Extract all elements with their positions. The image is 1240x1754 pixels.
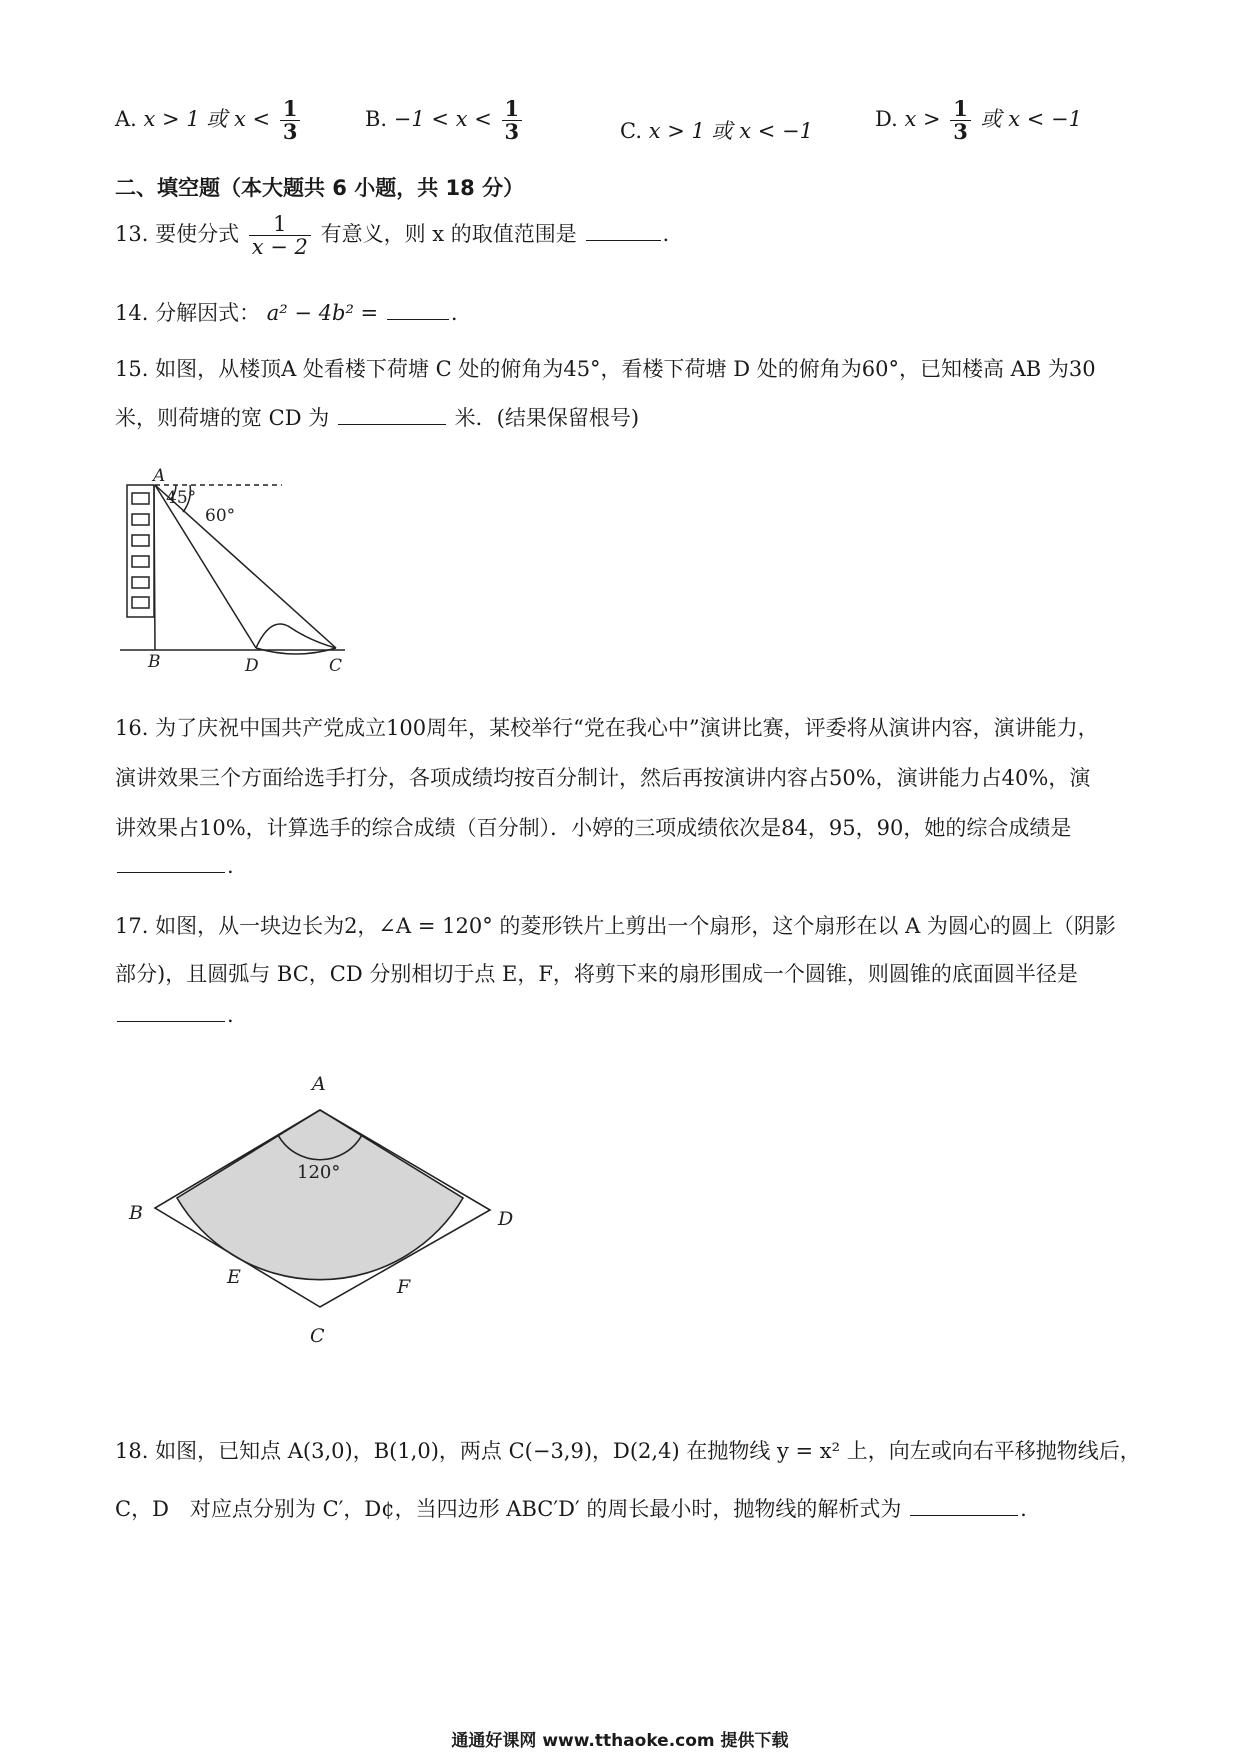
answer-blank[interactable] <box>387 318 449 320</box>
answer-blank[interactable] <box>586 239 661 241</box>
fraction-denominator: 3 <box>953 119 968 145</box>
q13-end: . <box>662 222 670 247</box>
option-d-letter: D. <box>875 107 898 132</box>
option-d <box>875 98 1082 143</box>
q18-line2-pre: C，D 对应点分别为 C′，D¢，当四边形 ABC′D′ 的周长最小时，抛物线的解析式为 <box>115 1497 902 1521</box>
label-d: D <box>245 656 259 676</box>
page-footer: 通通好课网 www.tthaoke.com 提供下载 <box>451 1731 789 1751</box>
question-16-line-3: 讲效果占10%，计算选手的综合成绩（百分制）．小婷的三项成绩依次是84，95，90，她的综合成绩是 <box>115 816 1072 840</box>
q14-expression: a² − 4b² = <box>266 301 379 325</box>
question-14 <box>115 297 458 327</box>
option-b <box>365 98 525 143</box>
question-17-line-3 <box>115 1003 234 1027</box>
option-d-pre: x > <box>904 107 941 132</box>
q15-line2-post: 米．(结果保留根号) <box>454 406 640 430</box>
option-d-fraction <box>950 98 971 143</box>
answer-blank[interactable] <box>117 871 225 873</box>
label-a: A <box>153 466 166 486</box>
label-b: B <box>148 652 161 672</box>
fraction-denominator: 3 <box>282 119 298 145</box>
q17-end: . <box>227 1003 234 1027</box>
fraction-numerator: 1 <box>249 213 311 236</box>
q13-pre: 13. 要使分式 <box>115 222 240 247</box>
q15-line2-pre: 米，则荷塘的宽 CD 为 <box>115 406 330 430</box>
option-a <box>115 98 303 143</box>
angle-label-120: 120° <box>297 1162 341 1183</box>
label-c: C <box>310 1325 325 1347</box>
option-a-fraction <box>280 98 301 143</box>
q13-fraction <box>249 213 311 258</box>
answer-blank[interactable] <box>117 1020 225 1022</box>
fraction-denominator: x − 2 <box>251 235 308 260</box>
q14-end: . <box>450 301 458 325</box>
fraction-denominator: 3 <box>504 119 520 145</box>
question-16-line-2: 演讲效果三个方面给选手打分，各项成绩均按百分制计，然后再按演讲内容占50%，演讲能力占40%，演 <box>115 766 1091 790</box>
option-d-post: 或 x < −1 <box>980 107 1082 132</box>
label-c: C <box>329 656 343 676</box>
section-heading: 二、填空题（本大题共 6 小题，共 18 分） <box>115 176 525 200</box>
option-a-pre: x > 1 或 x < <box>143 107 271 132</box>
figure-15-diagram <box>110 465 390 680</box>
label-b: B <box>129 1202 143 1224</box>
question-16-line-1: 16. 为了庆祝中国共产党成立100周年，某校举行“党在我心中”演讲比赛，评委将从演讲内容，演讲能力， <box>115 716 1099 740</box>
answer-blank[interactable] <box>338 423 446 425</box>
question-17-line-1: 17. 如图，从一块边长为2，∠A = 120° 的菱形铁片上剪出一个扇形，这个扇形在以 A 为圆心的圆上（阴影 <box>115 914 1116 938</box>
question-15-line-2 <box>115 402 639 432</box>
option-c <box>620 115 813 145</box>
label-a: A <box>312 1073 326 1095</box>
option-a-letter: A. <box>115 107 137 132</box>
angle-label-45: 45° <box>166 488 197 508</box>
angle-label-60: 60° <box>205 506 236 526</box>
sight-line-ac <box>155 485 336 648</box>
shaded-sector <box>177 1110 463 1280</box>
question-18-line-1: 18. 如图，已知点 A(3,0)，B(1,0)，两点 C(−3,9)，D(2,4) 在抛物线 y = x² 上，向左或向右平移抛物线后， <box>115 1439 1141 1463</box>
option-b-pre: −1 < x < <box>393 107 492 132</box>
question-18-line-2 <box>115 1493 1027 1523</box>
q13-post: 有意义，则 x 的取值范围是 <box>320 222 577 247</box>
question-16-line-4 <box>115 854 234 878</box>
pond-outline-top <box>256 624 336 648</box>
fraction-numerator: 1 <box>280 98 301 121</box>
question-13 <box>115 213 669 258</box>
option-c-text: x > 1 或 x < −1 <box>648 119 813 143</box>
option-b-letter: B. <box>365 107 388 132</box>
question-15-line-1: 15. 如图，从楼顶A 处看楼下荷塘 C 处的俯角为45°，看楼下荷塘 D 处的俯角为60°，已知楼高 AB 为30 <box>115 357 1096 381</box>
figure-17-diagram <box>120 1065 540 1365</box>
building-edge-ab <box>154 485 155 650</box>
q18-end: . <box>1020 1497 1027 1521</box>
pond-outline-bottom <box>256 648 336 654</box>
building-windows <box>132 493 149 608</box>
fraction-numerator: 1 <box>502 98 523 121</box>
option-c-letter: C. <box>620 119 642 143</box>
answer-blank[interactable] <box>910 1514 1018 1516</box>
label-f: F <box>397 1276 411 1298</box>
fraction-numerator: 1 <box>950 98 971 121</box>
label-d: D <box>498 1208 514 1230</box>
q16-end: . <box>227 854 234 878</box>
option-b-fraction <box>502 98 523 143</box>
label-e: E <box>227 1266 241 1288</box>
q14-pre: 14. 分解因式： <box>115 301 261 325</box>
question-17-line-2: 部分)，且圆弧与 BC，CD 分别相切于点 E，F，将剪下来的扇形围成一个圆锥，则圆锥的底面圆半径是 <box>115 962 1078 986</box>
